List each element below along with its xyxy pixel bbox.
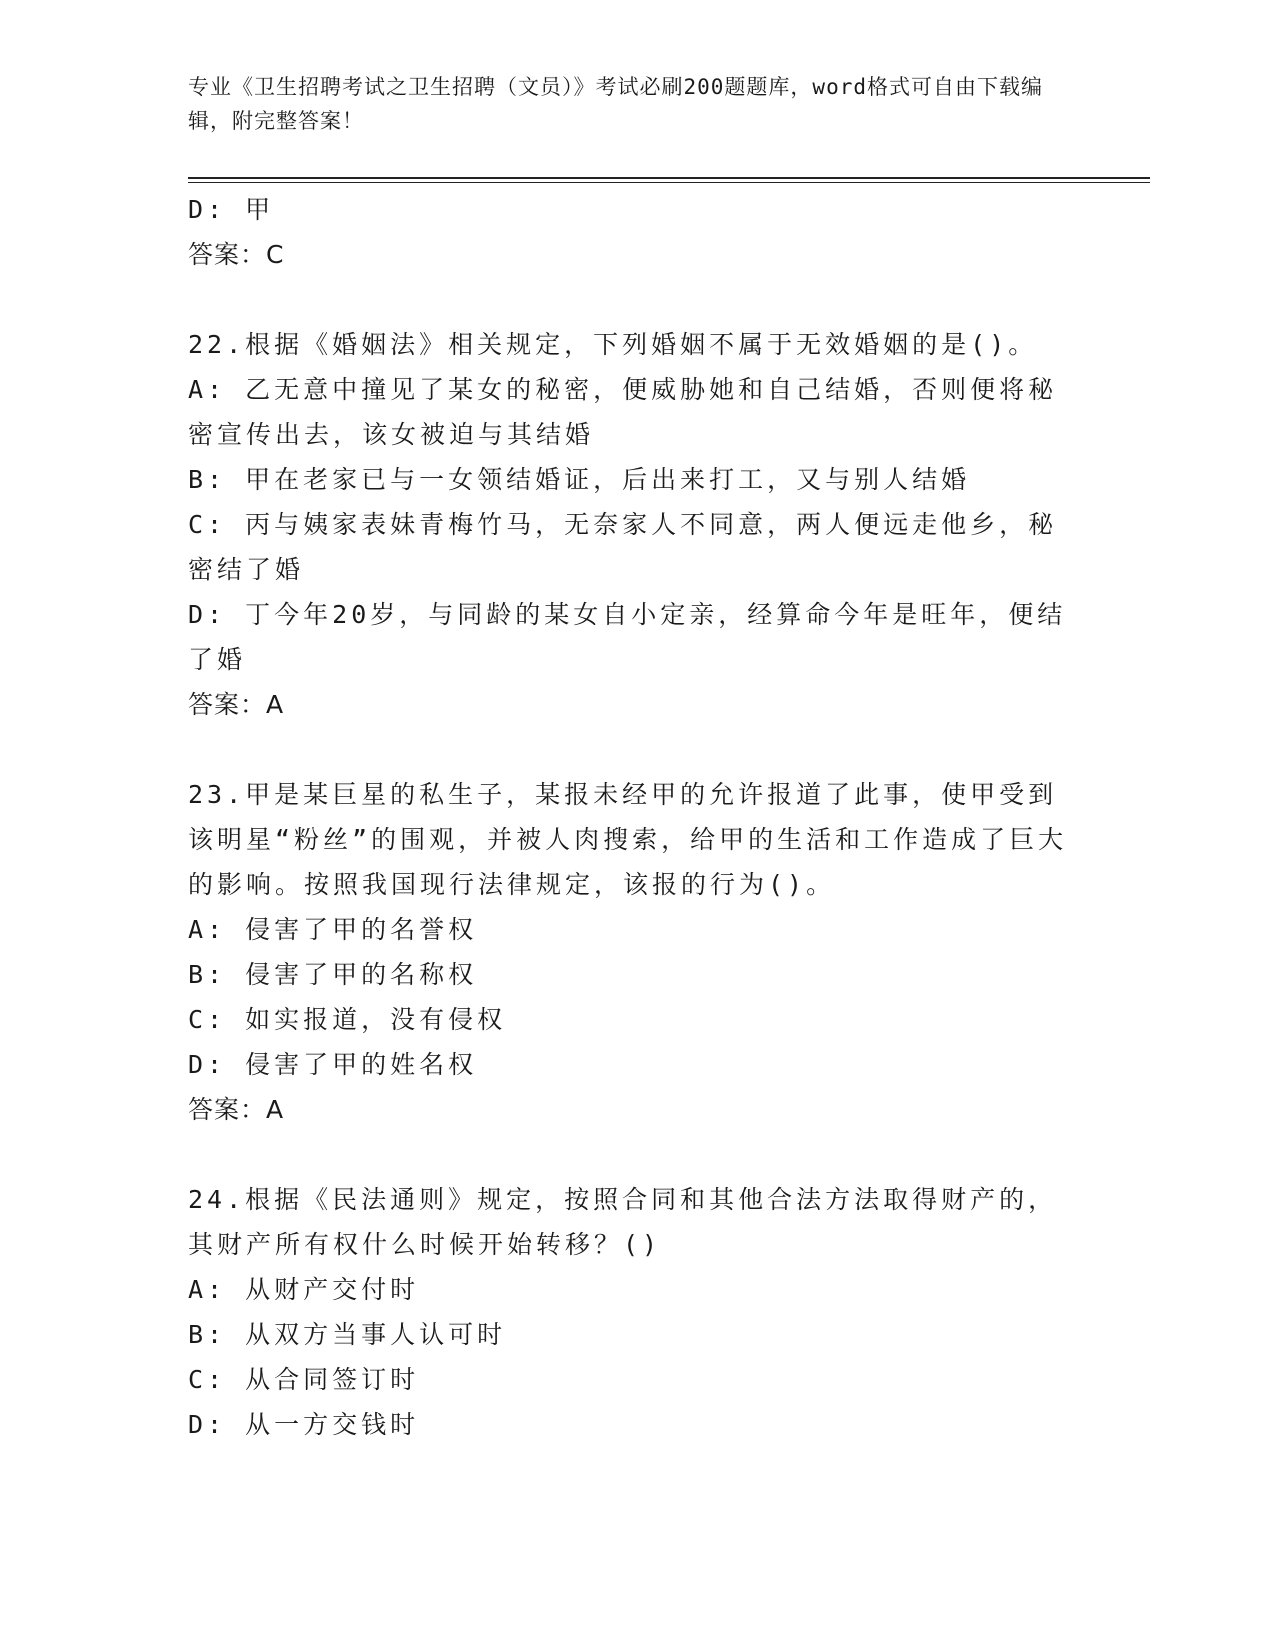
q23-option-a: A: 侵害了甲的名誉权 xyxy=(188,915,478,944)
q22-option-a: A: 乙无意中撞见了某女的秘密，便威胁她和自己结婚，否则便将秘密宣传出去，该女被迫与其结婚 xyxy=(188,375,1058,449)
spacer xyxy=(188,727,1068,772)
q23-answer: 答案：A xyxy=(188,1095,285,1124)
q22-option-c: C: 丙与姨家表妹青梅竹马，无奈家人不同意，两人便远走他乡，秘密结了婚 xyxy=(188,510,1058,584)
q24-option-b: B: 从双方当事人认可时 xyxy=(188,1320,507,1349)
spacer xyxy=(188,277,1068,322)
q23-option-c: C: 如实报道，没有侵权 xyxy=(188,1005,507,1034)
document-header: 专业《卫生招聘考试之卫生招聘（文员）》考试必刷200题题库，word格式可自由下载编辑，附完整答案！ xyxy=(188,75,1043,133)
q24-option-a: A: 从财产交付时 xyxy=(188,1275,420,1304)
q23-stem: 23.甲是某巨星的私生子，某报未经甲的允许报道了此事，使甲受到该明星“粉丝”的围观，并被人肉搜索，给甲的生活和工作造成了巨大的影响。按照我国现行法律规定，该报的行为()。 xyxy=(188,780,1068,899)
q22-option-b: B: 甲在老家已与一女领结婚证，后出来打工，又与别人结婚 xyxy=(188,465,971,494)
q24-option-d: D: 从一方交钱时 xyxy=(188,1410,420,1439)
header-rule-thick xyxy=(188,177,1150,179)
q22-stem: 22.根据《婚姻法》相关规定，下列婚姻不属于无效婚姻的是()。 xyxy=(188,330,1038,359)
q22-option-d: D: 丁今年20岁，与同龄的某女自小定亲，经算命今年是旺年，便结了婚 xyxy=(188,600,1067,674)
prev-answer: 答案：C xyxy=(188,240,285,269)
q23-option-b: B: 侵害了甲的名称权 xyxy=(188,960,478,989)
q23-option-d: D: 侵害了甲的姓名权 xyxy=(188,1050,478,1079)
q24-stem: 24.根据《民法通则》规定，按照合同和其他合法方法取得财产的，其财产所有权什么时候开始转移？() xyxy=(188,1185,1058,1259)
question-content xyxy=(188,187,1068,1447)
header-rule-thin xyxy=(188,182,1150,183)
q24-option-c: C: 从合同签订时 xyxy=(188,1365,420,1394)
q22-answer: 答案：A xyxy=(188,690,285,719)
spacer xyxy=(188,1132,1068,1177)
prev-option-d: D: 甲 xyxy=(188,195,275,224)
